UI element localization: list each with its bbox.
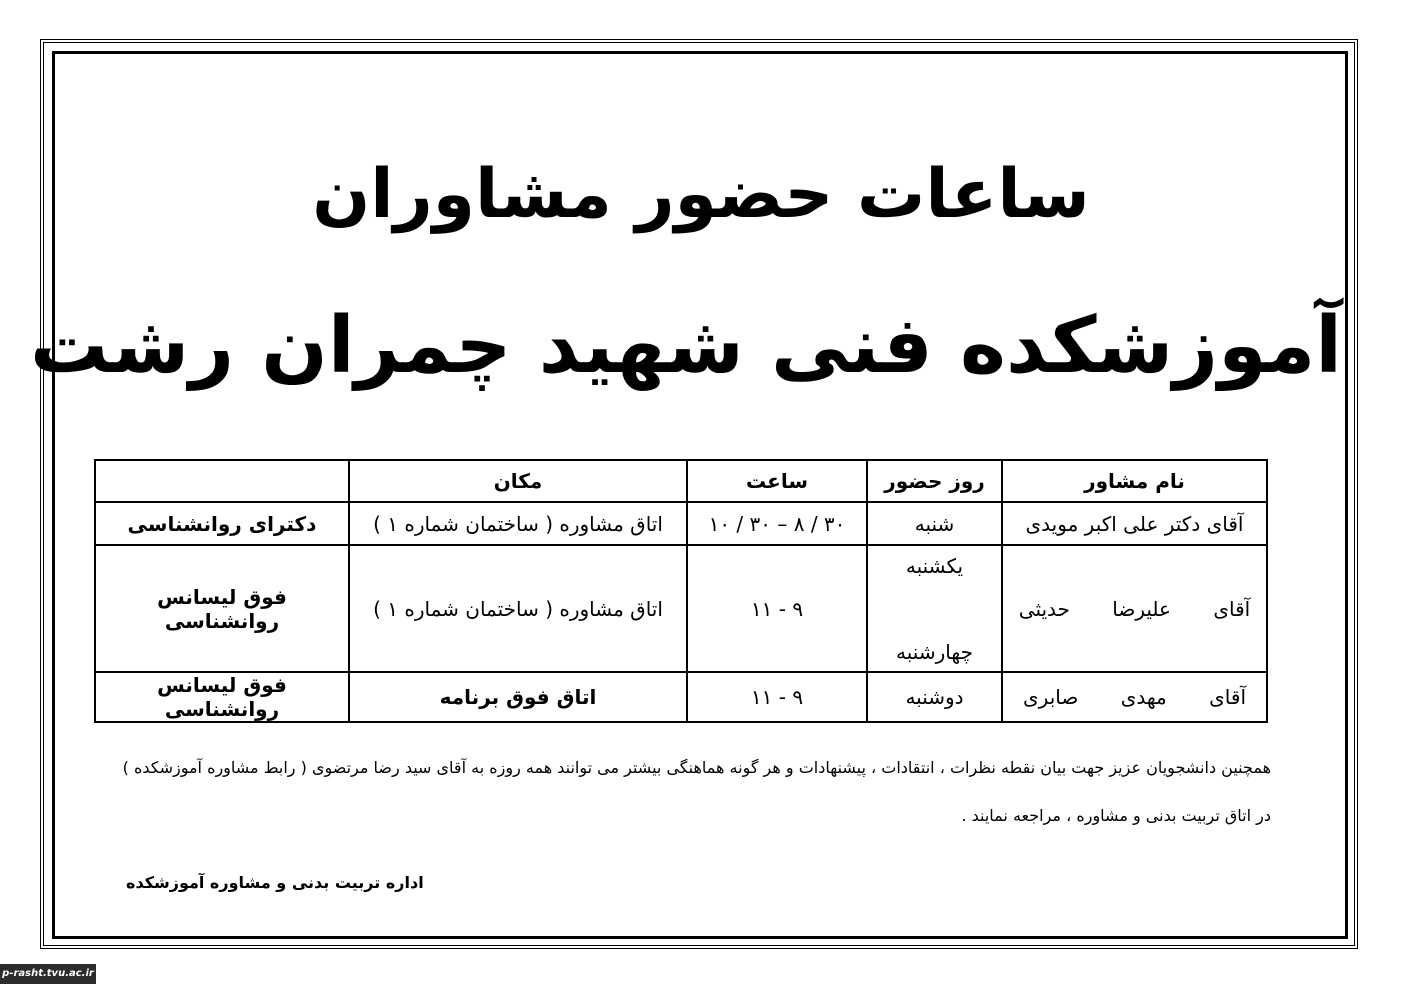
table-header-row — [95, 460, 1267, 502]
cell-time: ۹ - ۱۱ — [687, 545, 867, 672]
page-subtitle: آموزشکده فنی شهید چمران رشت — [29, 301, 1342, 391]
cell-place: اتاق مشاوره ( ساختمان شماره ۱ ) — [349, 545, 687, 672]
cell-time: ۳۰ / ۸ – ۳۰ / ۱۰ — [687, 502, 867, 545]
cell-day: شنبه — [867, 502, 1002, 545]
watermark-badge: p-rasht.tvu.ac.ir — [0, 964, 96, 984]
cell-day-bottom: چهارشنبه — [896, 639, 973, 664]
header-day: روز حضور — [867, 460, 1002, 502]
cell-name: آقای علیرضا حدیثی — [1002, 545, 1267, 672]
cell-name: آقای مهدی صابری — [1002, 672, 1267, 722]
schedule-table — [94, 459, 1268, 723]
cell-degree: دکترای روانشناسی — [95, 502, 349, 545]
header-name: نام مشاور — [1002, 460, 1267, 502]
table-row — [95, 502, 1267, 545]
cell-day — [867, 545, 1002, 672]
note-line-1: همچنین دانشجویان عزیز جهت بیان نقطه نظرات ، انتقادات ، پیشنهادات و هر گونه هماهنگی بیشتر می توانند همه روزه به آقای سید رضا مرتضوی ( رابط مشاوره آموزشکده ) — [122, 758, 1271, 777]
cell-name: آقای دکتر علی اکبر مویدی — [1002, 502, 1267, 545]
cell-degree: فوق لیسانس روانشناسی — [95, 545, 349, 672]
signature: اداره تربیت بدنی و مشاوره آموزشکده — [126, 873, 424, 892]
table-row — [95, 672, 1267, 722]
cell-degree: فوق لیسانس روانشناسی — [95, 672, 349, 722]
cell-place: اتاق مشاوره ( ساختمان شماره ۱ ) — [349, 502, 687, 545]
table-row — [95, 545, 1267, 672]
header-place: مکان — [349, 460, 687, 502]
cell-day-top: یکشنبه — [905, 553, 964, 578]
page-title: ساعات حضور مشاوران — [312, 155, 1090, 234]
header-degree — [95, 460, 349, 502]
note-line-2: در اتاق تربیت بدنی و مشاوره ، مراجعه نمایند . — [961, 806, 1271, 825]
cell-time: ۹ - ۱۱ — [687, 672, 867, 722]
cell-place: اتاق فوق برنامه — [349, 672, 687, 722]
header-time: ساعت — [687, 460, 867, 502]
cell-day: دوشنبه — [867, 672, 1002, 722]
